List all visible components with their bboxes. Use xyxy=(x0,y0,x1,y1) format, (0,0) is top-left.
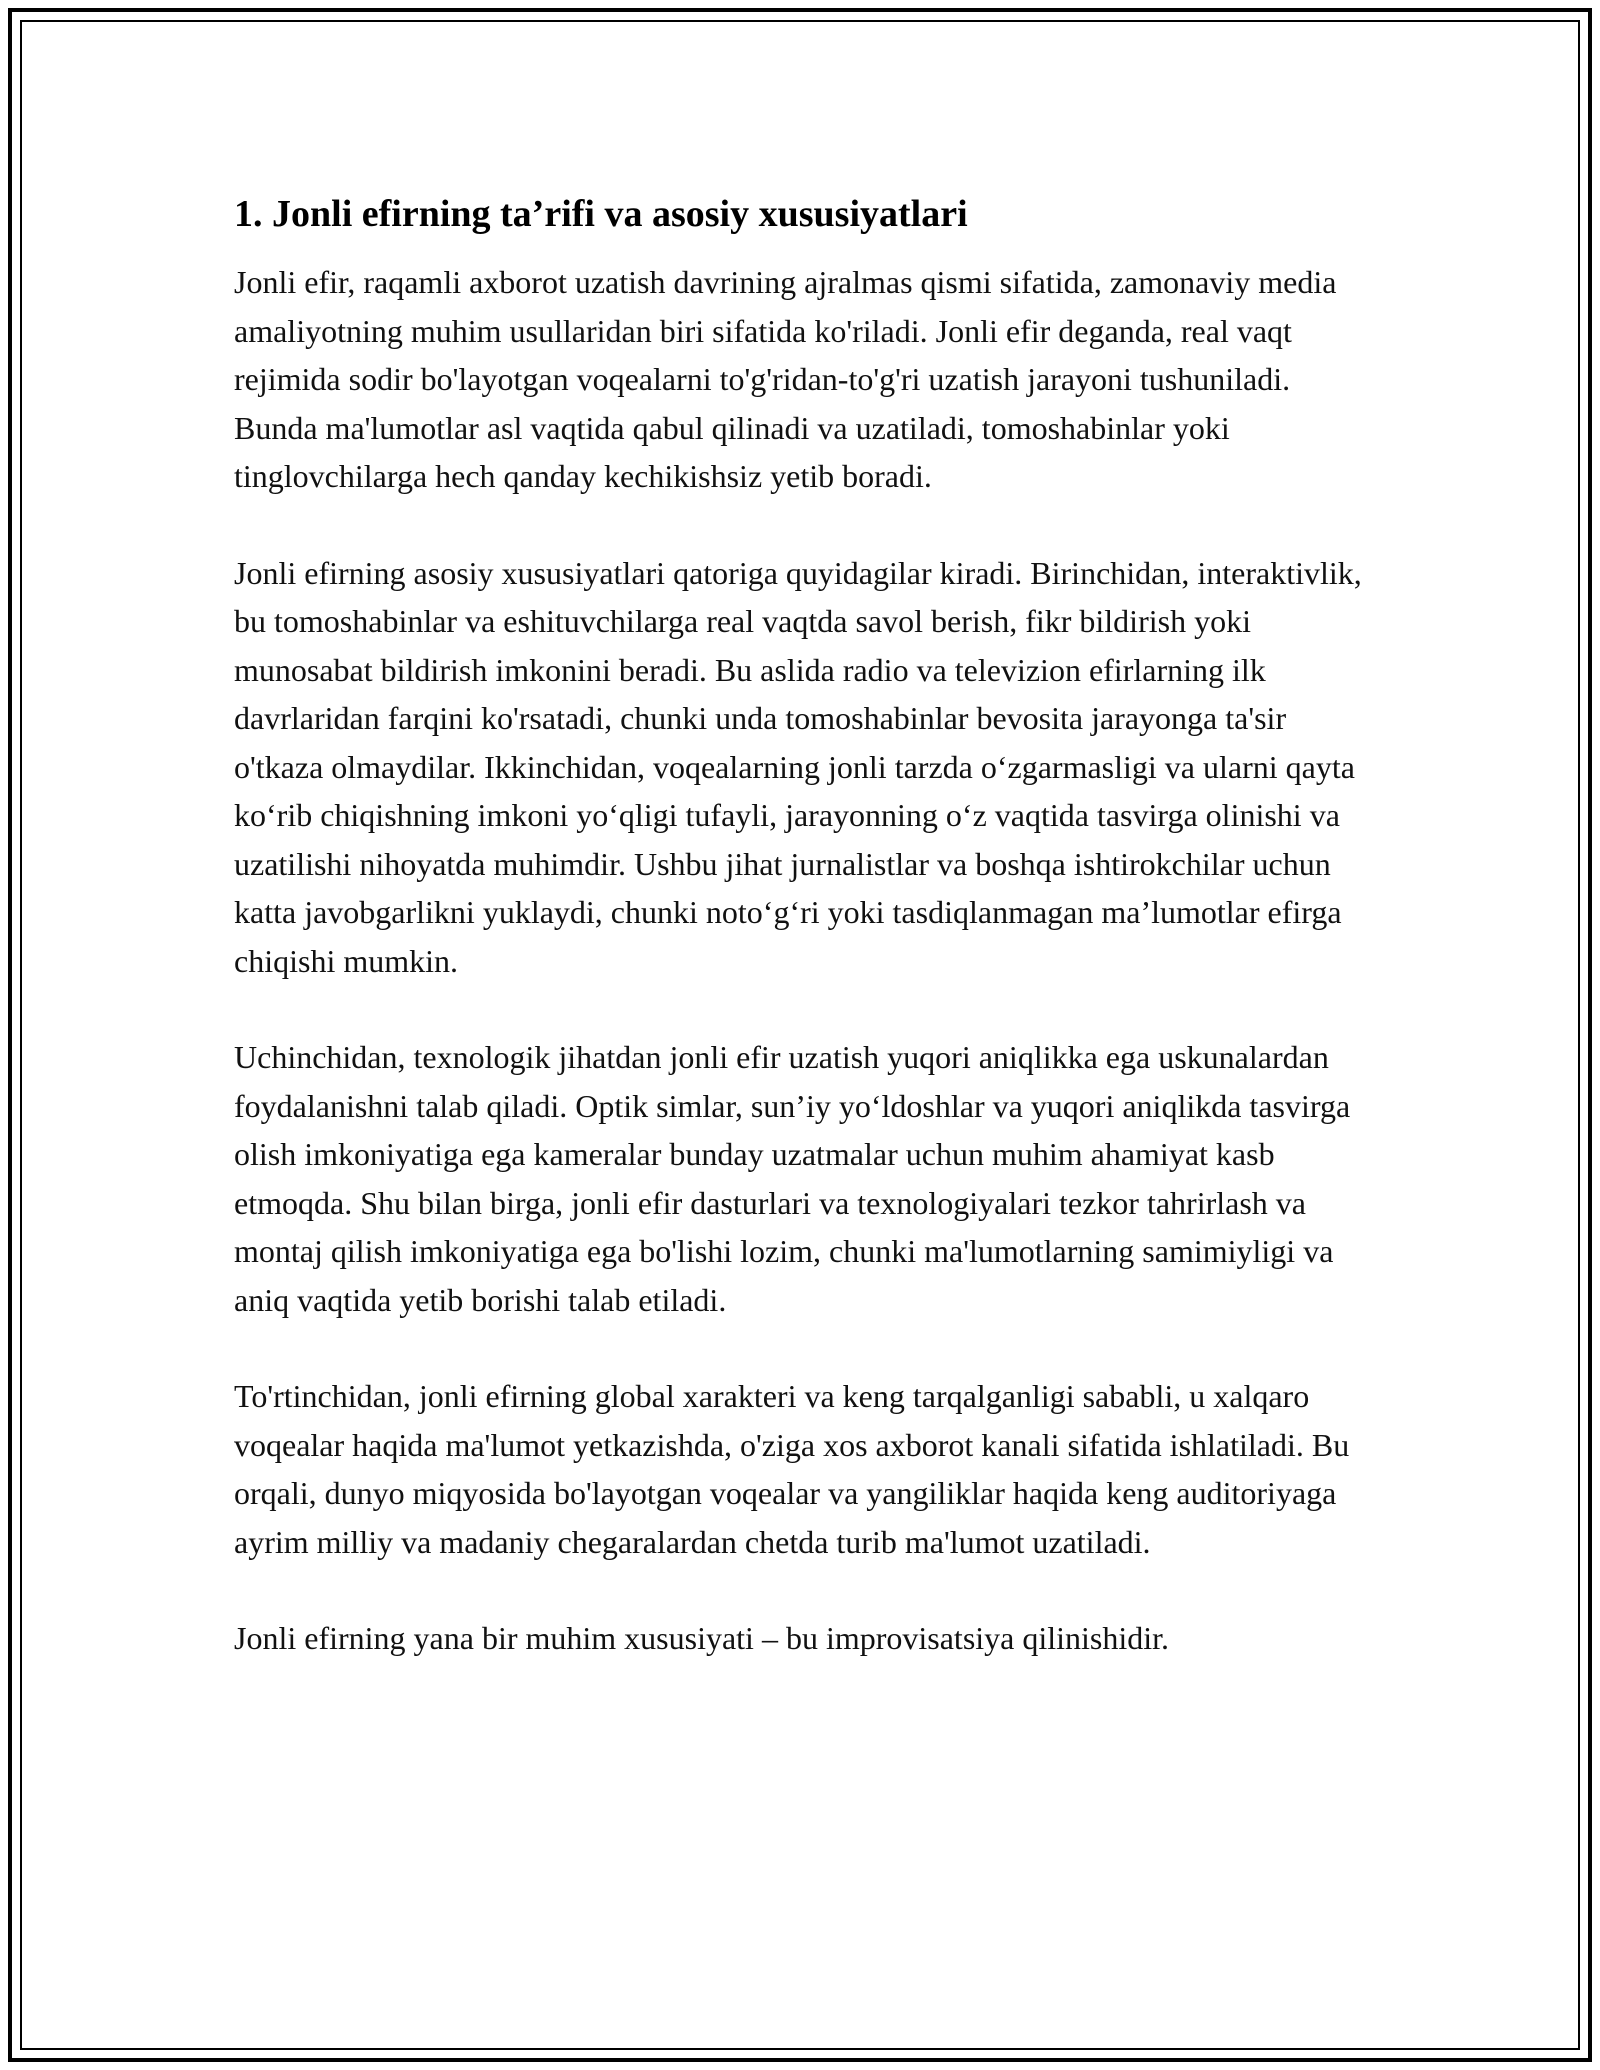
paragraph-features: Jonli efirning asosiy xususiyatlari qatoriga quyidagilar kiradi. Birinchidan, interaktivlik, bu tomoshabinlar va eshituvchilarga real vaqtda savol berish, fikr bildirish yoki munosabat bildirish imkonini beradi. Bu aslida radio va televizion efirlarning ilk davrlaridan farqini ko'rsatadi, chunki unda tomoshabinlar bevosita jarayonga ta'sir o'tkaza olmaydilar. Ikkinchidan, voqealarning jonli tarzda oʻzgarmasligi va ularni qayta koʻrib chiqishning imkoni yoʻqligi tufayli, jarayonning oʻz vaqtida tasvirga olinishi va uzatilishi nihoyatda muhimdir. Ushbu jihat jurnalistlar va boshqa ishtirokchilar uchun katta javobgarlikni yuklaydi, chunki notoʻgʻri yoki tasdiqlanmagan ma’lumotlar efirga chiqishi mumkin. xyxy=(234,554,1362,979)
paragraph-definition: Jonli efir, raqamli axborot uzatish davrining ajralmas qismi sifatida, zamonaviy media amaliyotning muhim usullaridan biri sifatida ko'riladi. Jonli efir deganda, real vaqt rejimida sodir bo'layotgan voqealarni to'g'ridan-to'g'ri uzatish jarayoni tushuniladi. Bunda ma'lumotlar asl vaqtida qabul qilinadi va uzatiladi, tomoshabinlar yoki tinglovchilarga hech qanday kechikishsiz yetib boradi. xyxy=(234,264,1337,494)
paragraph-technology: Uchinchidan, texnologik jihatdan jonli efir uzatish yuqori aniqlikka ega uskunalardan foydalanishni talab qiladi. Optik simlar, sun’iy yoʻldoshlar va yuqori aniqlikda tasvirga olish imkoniyatiga ega kameralar bunday uzatmalar uchun muhim ahamiyat kasb etmoqda. Shu bilan birga, jonli efir dasturlari va texnologiyalari tezkor tahrirlash va montaj qilish imkoniyatiga ega bo'lishi lozim, chunki ma'lumotlarning samimiyligi va aniq vaqtida yetib borishi talab etiladi. xyxy=(234,1039,1351,1318)
section-title: 1. Jonli efirning ta’rifi va asosiy xususiyatlari xyxy=(234,193,968,235)
document-body xyxy=(234,190,1374,1711)
paragraph-global: To'rtinchidan, jonli efirning global xarakteri va keng tarqalganligi sababli, u xalqaro voqealar haqida ma'lumot yetkazishda, o'ziga xos axborot kanali sifatida ishlatiladi. Bu orqali, dunyo miqyosida bo'layotgan voqealar va yangiliklar haqida keng auditoriyaga ayrim milliy va madaniy chegaralardan chetda turib ma'lumot uzatiladi. xyxy=(234,1378,1350,1560)
paragraph-improvisation: Jonli efirning yana bir muhim xususiyati – bu improvisatsiya qilinishidir. xyxy=(234,1620,1170,1656)
